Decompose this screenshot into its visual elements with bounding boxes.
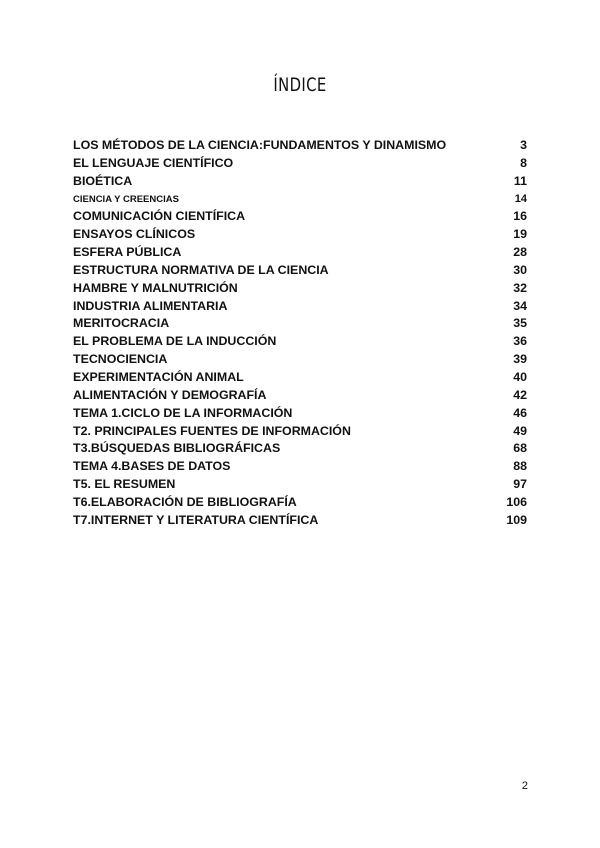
- toc-entry-title: EL PROBLEMA DE LA INDUCCIÓN: [73, 334, 277, 349]
- page-number: 2: [521, 780, 528, 792]
- toc-entry[interactable]: [73, 280, 527, 298]
- toc-entry-title: TECNOCIENCIA: [73, 352, 168, 367]
- toc-entry-title: INDUSTRIA ALIMENTARIA: [73, 298, 228, 313]
- toc-entry-page: 97: [513, 477, 527, 492]
- toc-entry[interactable]: [73, 512, 527, 530]
- toc-entry-page: 34: [513, 298, 527, 313]
- toc-entry[interactable]: [73, 440, 527, 458]
- table-of-contents: [73, 137, 527, 530]
- toc-entry-page: 42: [513, 387, 527, 402]
- toc-entry-title: LOS MÉTODOS DE LA CIENCIA:FUNDAMENTOS Y DINAMISMO: [73, 138, 447, 152]
- toc-entry-page: 32: [513, 280, 527, 295]
- toc-entry-title: ALIMENTACIÓN Y DEMOGRAFÍA: [73, 387, 267, 402]
- toc-entry-title: T3.BÚSQUEDAS BIBLIOGRÁFICAS: [73, 441, 281, 456]
- toc-entry[interactable]: [73, 244, 527, 262]
- toc-entry[interactable]: [73, 458, 527, 476]
- toc-entry-page: 109: [506, 512, 527, 527]
- toc-entry[interactable]: [73, 262, 527, 280]
- toc-entry-page: 11: [513, 173, 527, 188]
- toc-entry[interactable]: [73, 226, 527, 244]
- toc-entry-page: 8: [520, 155, 527, 170]
- toc-entry[interactable]: [73, 494, 527, 512]
- toc-entry[interactable]: [73, 351, 527, 369]
- toc-entry[interactable]: [73, 476, 527, 494]
- toc-entry-title: HAMBRE Y MALNUTRICIÓN: [73, 280, 238, 295]
- toc-entry-page: 36: [513, 334, 527, 349]
- toc-entry-page: 35: [513, 316, 527, 331]
- toc-entry-title: T2. PRINCIPALES FUENTES DE INFORMACIÓN: [73, 423, 351, 438]
- toc-entry[interactable]: [73, 155, 527, 173]
- toc-entry[interactable]: [73, 298, 527, 316]
- toc-entry-title: BIOÉTICA: [73, 173, 133, 188]
- toc-entry-title: T7.INTERNET Y LITERATURA CIENTÍFICA: [73, 512, 319, 527]
- toc-entry-page: 88: [513, 459, 527, 474]
- page-title: ÍNDICE: [273, 74, 327, 96]
- toc-entry-title: MERITOCRACIA: [73, 316, 170, 331]
- toc-entry-title: EL LENGUAJE CIENTÍFICO: [73, 155, 234, 170]
- toc-entry-title: TEMA 1.CICLO DE LA INFORMACIÓN: [73, 405, 293, 420]
- toc-entry-page: 30: [513, 262, 527, 277]
- toc-entry-title: CIENCIA Y CREENCIAS: [73, 193, 179, 205]
- toc-entry-title: ESTRUCTURA NORMATIVA DE LA CIENCIA: [73, 262, 329, 277]
- toc-entry[interactable]: [73, 369, 527, 387]
- toc-entry-title: ENSAYOS CLÍNICOS: [73, 227, 196, 242]
- toc-entry[interactable]: [73, 315, 527, 333]
- toc-entry-title: ESFERA PÚBLICA: [73, 245, 182, 260]
- toc-entry-title: T5. EL RESUMEN: [73, 477, 176, 492]
- toc-entry[interactable]: [73, 137, 527, 155]
- toc-entry-page: 28: [513, 245, 527, 260]
- toc-entry[interactable]: [73, 333, 527, 351]
- toc-entry-page: 16: [513, 209, 527, 224]
- toc-entry-page: 39: [513, 352, 527, 367]
- toc-entry-page: 19: [513, 227, 527, 242]
- toc-entry-page: 106: [506, 494, 527, 509]
- toc-entry-page: 46: [513, 405, 527, 420]
- toc-entry-title: T6.ELABORACIÓN DE BIBLIOGRAFÍA: [73, 494, 297, 509]
- toc-entry-title: TEMA 4.BASES DE DATOS: [73, 459, 231, 474]
- toc-entry[interactable]: [73, 405, 527, 423]
- toc-entry-page: 49: [513, 423, 527, 438]
- toc-entry-page: 3: [520, 138, 527, 152]
- toc-entry-title: EXPERIMENTACIÓN ANIMAL: [73, 369, 244, 384]
- toc-entry-page: 68: [513, 441, 527, 456]
- toc-entry[interactable]: [73, 208, 527, 226]
- toc-entry[interactable]: [73, 423, 527, 441]
- toc-entry[interactable]: [73, 173, 527, 191]
- toc-entry[interactable]: [73, 191, 527, 209]
- toc-entry[interactable]: [73, 387, 527, 405]
- toc-entry-page: 40: [513, 369, 527, 384]
- toc-entry-title: COMUNICACIÓN CIENTÍFICA: [73, 209, 246, 224]
- toc-entry-page: 14: [514, 192, 527, 205]
